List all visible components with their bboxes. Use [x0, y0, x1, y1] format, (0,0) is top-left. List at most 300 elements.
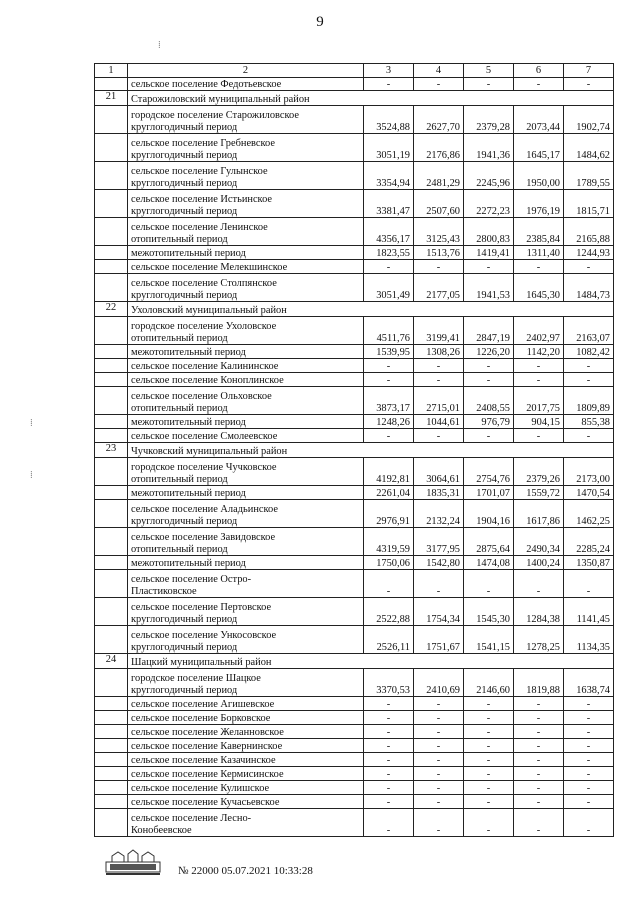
tariff-value-cell: 2800,83: [464, 218, 514, 246]
tariff-value-cell: -: [514, 739, 564, 753]
table-row: [95, 570, 614, 598]
row-index-cell: 21: [95, 91, 128, 106]
tariff-value-cell: 3524,88: [364, 106, 414, 134]
tariff-value-cell: -: [464, 429, 514, 443]
tariff-value-cell: -: [364, 753, 414, 767]
tariff-value-cell: -: [464, 767, 514, 781]
tariff-value-cell: -: [514, 767, 564, 781]
tariff-value-cell: 1545,30: [464, 598, 514, 626]
settlement-name-cell: сельское поселение Смолеевское: [128, 429, 364, 443]
table-row: [95, 260, 614, 274]
tariff-value-cell: -: [514, 781, 564, 795]
tariff-value-cell: 1751,67: [414, 626, 464, 654]
tariff-value-cell: -: [564, 767, 614, 781]
tariff-value-cell: 2402,97: [514, 317, 564, 345]
tariff-value-cell: -: [364, 781, 414, 795]
column-header: 2: [128, 64, 364, 78]
tariff-value-cell: 2285,24: [564, 528, 614, 556]
tariff-value-cell: -: [514, 359, 564, 373]
tariff-value-cell: -: [414, 739, 464, 753]
row-index-cell: [95, 134, 128, 162]
row-index-cell: [95, 781, 128, 795]
tariff-value-cell: 1350,87: [564, 556, 614, 570]
tariff-value-cell: 1645,17: [514, 134, 564, 162]
table-row: [95, 134, 614, 162]
tariff-value-cell: 4319,59: [364, 528, 414, 556]
settlement-name-cell: сельское поселение Пертовское круглогодичный период: [128, 598, 364, 626]
tariff-value-cell: -: [464, 739, 514, 753]
settlement-name-cell: городское поселение Чучковское отопительный период: [128, 458, 364, 486]
document-registration-code: № 22000 05.07.2021 10:33:28: [178, 865, 313, 877]
tariff-value-cell: -: [414, 781, 464, 795]
settlement-name-cell: межотопительный период: [128, 556, 364, 570]
table-row: [95, 190, 614, 218]
tariff-value-cell: 3051,49: [364, 274, 414, 302]
row-index-cell: [95, 500, 128, 528]
table-row: [95, 106, 614, 134]
column-header: 5: [464, 64, 514, 78]
scan-artifact: ⁞: [30, 418, 33, 429]
table-row: [95, 78, 614, 91]
tariff-value-cell: 1789,55: [564, 162, 614, 190]
tariff-value-cell: -: [564, 795, 614, 809]
column-header: 6: [514, 64, 564, 78]
table-row: [95, 486, 614, 500]
settlement-name-cell: межотопительный период: [128, 486, 364, 500]
tariff-value-cell: 4356,17: [364, 218, 414, 246]
settlement-name-cell: городское поселение Шацкое круглогодичный период: [128, 669, 364, 697]
settlement-name-cell: сельское поселение Калининское: [128, 359, 364, 373]
row-index-cell: [95, 190, 128, 218]
tariff-value-cell: 2385,84: [514, 218, 564, 246]
tariff-value-cell: 855,38: [564, 415, 614, 429]
tariff-value-cell: 1976,19: [514, 190, 564, 218]
tariff-value-cell: -: [564, 260, 614, 274]
tariff-value-cell: 3051,19: [364, 134, 414, 162]
tariff-value-cell: -: [464, 725, 514, 739]
tariff-value-cell: 1617,86: [514, 500, 564, 528]
table-row: [95, 373, 614, 387]
tariff-value-cell: 1082,42: [564, 345, 614, 359]
settlement-name-cell: сельское поселение Желанновское: [128, 725, 364, 739]
table-row: [95, 556, 614, 570]
tariff-value-cell: 2272,23: [464, 190, 514, 218]
settlement-name-cell: сельское поселение Агишевское: [128, 697, 364, 711]
tariff-value-cell: 1419,41: [464, 246, 514, 260]
tariff-value-cell: -: [514, 429, 564, 443]
settlement-name-cell: сельское поселение Коноплинское: [128, 373, 364, 387]
settlement-name-cell: Чучковский муниципальный район: [128, 443, 614, 458]
tariff-value-cell: -: [464, 260, 514, 274]
tariff-value-cell: 1809,89: [564, 387, 614, 415]
tariff-value-cell: -: [464, 795, 514, 809]
tariff-value-cell: 1559,72: [514, 486, 564, 500]
table-row: [95, 387, 614, 415]
settlement-name-cell: сельское поселение Кулишское: [128, 781, 364, 795]
tariff-value-cell: 1284,38: [514, 598, 564, 626]
row-index-cell: [95, 274, 128, 302]
tariff-value-cell: -: [364, 697, 414, 711]
tariff-value-cell: -: [564, 570, 614, 598]
tariff-value-cell: 1541,15: [464, 626, 514, 654]
tariff-value-cell: 2715,01: [414, 387, 464, 415]
column-header: 4: [414, 64, 464, 78]
tariff-value-cell: -: [514, 711, 564, 725]
tariff-value-cell: 2261,04: [364, 486, 414, 500]
tariff-value-cell: 1278,25: [514, 626, 564, 654]
tariff-value-cell: -: [514, 570, 564, 598]
tariff-value-cell: 2173,00: [564, 458, 614, 486]
settlement-name-cell: межотопительный период: [128, 345, 364, 359]
column-header: 3: [364, 64, 414, 78]
row-index-cell: [95, 359, 128, 373]
table-row: [95, 795, 614, 809]
row-index-cell: [95, 697, 128, 711]
tariff-value-cell: 1462,25: [564, 500, 614, 528]
scan-artifact: ⁞: [158, 40, 161, 51]
table-row: [95, 359, 614, 373]
settlement-name-cell: сельское поселение Ункосовское круглогодичный период: [128, 626, 364, 654]
table-row: [95, 429, 614, 443]
scan-artifact: ⁞: [30, 470, 33, 481]
table-body: [95, 64, 614, 837]
tariff-value-cell: 1134,35: [564, 626, 614, 654]
table-row: [95, 809, 614, 837]
tariff-value-cell: -: [564, 359, 614, 373]
table-row: [95, 697, 614, 711]
table-row: [95, 781, 614, 795]
tariff-value-cell: -: [564, 429, 614, 443]
tariff-value-cell: -: [364, 795, 414, 809]
row-index-cell: [95, 415, 128, 429]
tariff-value-cell: -: [464, 809, 514, 837]
tariff-value-cell: 1904,16: [464, 500, 514, 528]
tariff-value-cell: -: [564, 739, 614, 753]
tariff-value-cell: 1902,74: [564, 106, 614, 134]
settlement-name-cell: сельское поселение Истьинское круглогодичный период: [128, 190, 364, 218]
tariff-value-cell: -: [364, 429, 414, 443]
row-index-cell: [95, 486, 128, 500]
tariff-value-cell: 1819,88: [514, 669, 564, 697]
tariff-value-cell: 2146,60: [464, 669, 514, 697]
row-index-cell: [95, 711, 128, 725]
row-index-cell: [95, 626, 128, 654]
row-index-cell: [95, 345, 128, 359]
tariff-value-cell: -: [514, 725, 564, 739]
tariff-value-cell: 1474,08: [464, 556, 514, 570]
tariff-value-cell: -: [364, 359, 414, 373]
settlement-name-cell: городское поселение Ухоловское отопительный период: [128, 317, 364, 345]
table-row: [95, 317, 614, 345]
settlement-name-cell: сельское поселение Остро- Пластиковское: [128, 570, 364, 598]
settlement-name-cell: сельское поселение Гребневское круглогодичный период: [128, 134, 364, 162]
tariff-value-cell: 1141,45: [564, 598, 614, 626]
row-index-cell: [95, 458, 128, 486]
tariff-value-cell: 2165,88: [564, 218, 614, 246]
tariff-value-cell: -: [414, 373, 464, 387]
tariff-value-cell: 2507,60: [414, 190, 464, 218]
settlement-name-cell: сельское поселение Ленинское отопительный период: [128, 218, 364, 246]
tariff-value-cell: -: [464, 373, 514, 387]
row-index-cell: [95, 556, 128, 570]
row-index-cell: [95, 78, 128, 91]
tariff-value-cell: -: [364, 739, 414, 753]
tariff-value-cell: 2627,70: [414, 106, 464, 134]
row-index-cell: [95, 767, 128, 781]
table-row: [95, 711, 614, 725]
settlement-name-cell: сельское поселение Кавернинское: [128, 739, 364, 753]
tariff-value-cell: 1513,76: [414, 246, 464, 260]
row-index-cell: [95, 387, 128, 415]
settlement-name-cell: сельское поселение Аладьинское круглогодичный период: [128, 500, 364, 528]
tariff-value-cell: 1226,20: [464, 345, 514, 359]
tariff-value-cell: 2754,76: [464, 458, 514, 486]
tariff-value-cell: 3354,94: [364, 162, 414, 190]
document-footer: [104, 848, 604, 888]
row-index-cell: 23: [95, 443, 128, 458]
row-index-cell: [95, 570, 128, 598]
tariff-value-cell: -: [414, 570, 464, 598]
tariff-value-cell: 1248,26: [364, 415, 414, 429]
tariff-value-cell: -: [464, 753, 514, 767]
row-index-cell: [95, 739, 128, 753]
tariff-value-cell: 1470,54: [564, 486, 614, 500]
tariff-value-cell: -: [564, 781, 614, 795]
tariff-value-cell: -: [564, 725, 614, 739]
settlement-name-cell: сельское поселение Мелекшинское: [128, 260, 364, 274]
tariff-value-cell: 1308,26: [414, 345, 464, 359]
tariff-value-cell: 1823,55: [364, 246, 414, 260]
settlement-name-cell: межотопительный период: [128, 246, 364, 260]
tariff-value-cell: -: [464, 570, 514, 598]
settlement-name-cell: сельское поселение Кучасьевское: [128, 795, 364, 809]
row-index-cell: [95, 162, 128, 190]
settlement-name-cell: сельское поселение Лесно- Конобеевское: [128, 809, 364, 837]
tariff-value-cell: -: [364, 809, 414, 837]
tariff-value-cell: 1941,53: [464, 274, 514, 302]
tariff-value-cell: 904,15: [514, 415, 564, 429]
tariff-value-cell: 1941,36: [464, 134, 514, 162]
table-row: [95, 739, 614, 753]
registry-stamp-icon: [104, 848, 162, 876]
tariff-value-cell: 3199,41: [414, 317, 464, 345]
tariff-value-cell: -: [464, 697, 514, 711]
table-row: [95, 218, 614, 246]
table-row: [95, 767, 614, 781]
row-index-cell: [95, 528, 128, 556]
tariff-value-cell: -: [564, 753, 614, 767]
table-row: [95, 162, 614, 190]
table-row: [95, 415, 614, 429]
settlement-name-cell: Шацкий муниципальный район: [128, 654, 614, 669]
tariff-value-cell: -: [414, 359, 464, 373]
settlement-name-cell: Старожиловский муниципальный район: [128, 91, 614, 106]
tariff-value-cell: 2177,05: [414, 274, 464, 302]
tariff-value-cell: 3064,61: [414, 458, 464, 486]
tariff-value-cell: -: [364, 725, 414, 739]
tariff-value-cell: 1539,95: [364, 345, 414, 359]
row-index-cell: [95, 795, 128, 809]
district-row: [95, 654, 614, 669]
tariff-value-cell: 3381,47: [364, 190, 414, 218]
tariff-value-cell: -: [364, 78, 414, 91]
tariff-value-cell: -: [414, 809, 464, 837]
tariff-value-cell: -: [564, 809, 614, 837]
tariff-value-cell: -: [564, 373, 614, 387]
tariff-value-cell: 2875,64: [464, 528, 514, 556]
tariff-value-cell: 1754,34: [414, 598, 464, 626]
tariff-value-cell: 2847,19: [464, 317, 514, 345]
table-row: [95, 626, 614, 654]
tariff-value-cell: -: [414, 697, 464, 711]
tariff-value-cell: 2522,88: [364, 598, 414, 626]
district-row: [95, 91, 614, 106]
row-index-cell: [95, 260, 128, 274]
tariff-value-cell: -: [364, 570, 414, 598]
settlement-name-cell: городское поселение Старожиловское круглогодичный период: [128, 106, 364, 134]
tariff-value-cell: 1484,73: [564, 274, 614, 302]
row-index-cell: [95, 218, 128, 246]
tariff-value-cell: 2163,07: [564, 317, 614, 345]
tariff-value-cell: 2379,26: [514, 458, 564, 486]
tariff-value-cell: 1400,24: [514, 556, 564, 570]
tariff-value-cell: 2408,55: [464, 387, 514, 415]
tariff-value-cell: -: [514, 697, 564, 711]
tariff-value-cell: -: [414, 753, 464, 767]
tariff-value-cell: 3177,95: [414, 528, 464, 556]
tariff-value-cell: -: [364, 260, 414, 274]
tariff-value-cell: -: [414, 711, 464, 725]
tariff-value-cell: 1645,30: [514, 274, 564, 302]
table-header-row: [95, 64, 614, 78]
column-header: 1: [95, 64, 128, 78]
tariff-value-cell: -: [464, 78, 514, 91]
district-row: [95, 302, 614, 317]
district-row: [95, 443, 614, 458]
row-index-cell: 24: [95, 654, 128, 669]
page-number: 9: [316, 14, 324, 30]
row-index-cell: [95, 106, 128, 134]
settlement-name-cell: межотопительный период: [128, 415, 364, 429]
row-index-cell: [95, 753, 128, 767]
table-row: [95, 345, 614, 359]
tariff-value-cell: 1142,20: [514, 345, 564, 359]
tariff-value-cell: 2379,28: [464, 106, 514, 134]
tariff-value-cell: 1950,00: [514, 162, 564, 190]
row-index-cell: [95, 373, 128, 387]
tariff-value-cell: 2176,86: [414, 134, 464, 162]
tariff-value-cell: 2490,34: [514, 528, 564, 556]
tariff-value-cell: -: [414, 260, 464, 274]
tariff-value-cell: 2481,29: [414, 162, 464, 190]
tariff-value-cell: 2017,75: [514, 387, 564, 415]
tariff-value-cell: 3370,53: [364, 669, 414, 697]
tariff-value-cell: 1638,74: [564, 669, 614, 697]
row-index-cell: [95, 669, 128, 697]
tariff-value-cell: -: [564, 711, 614, 725]
tariff-value-cell: -: [414, 429, 464, 443]
settlement-name-cell: сельское поселение Казачинское: [128, 753, 364, 767]
tariff-value-cell: 3125,43: [414, 218, 464, 246]
tariff-value-cell: 1542,80: [414, 556, 464, 570]
tariff-value-cell: 2245,96: [464, 162, 514, 190]
table-row: [95, 725, 614, 739]
settlement-name-cell: сельское поселение Борковское: [128, 711, 364, 725]
row-index-cell: [95, 809, 128, 837]
tariff-value-cell: 2073,44: [514, 106, 564, 134]
tariff-value-cell: 2526,11: [364, 626, 414, 654]
tariff-value-cell: 1244,93: [564, 246, 614, 260]
tariff-value-cell: 2976,91: [364, 500, 414, 528]
row-index-cell: [95, 317, 128, 345]
tariff-value-cell: 2132,24: [414, 500, 464, 528]
tariff-value-cell: 1701,07: [464, 486, 514, 500]
table-row: [95, 458, 614, 486]
tariff-value-cell: -: [414, 795, 464, 809]
row-index-cell: [95, 429, 128, 443]
settlement-name-cell: сельское поселение Гулынское круглогодичный период: [128, 162, 364, 190]
tariff-table: [94, 63, 614, 837]
row-index-cell: [95, 725, 128, 739]
tariff-value-cell: -: [364, 711, 414, 725]
column-header: 7: [564, 64, 614, 78]
row-index-cell: 22: [95, 302, 128, 317]
tariff-value-cell: 2410,69: [414, 669, 464, 697]
tariff-value-cell: -: [414, 767, 464, 781]
tariff-value-cell: 1311,40: [514, 246, 564, 260]
tariff-value-cell: 4511,76: [364, 317, 414, 345]
tariff-value-cell: -: [414, 725, 464, 739]
table-row: [95, 246, 614, 260]
tariff-value-cell: 1484,62: [564, 134, 614, 162]
tariff-value-cell: -: [514, 809, 564, 837]
tariff-value-cell: -: [514, 260, 564, 274]
table-row: [95, 528, 614, 556]
tariff-value-cell: 4192,81: [364, 458, 414, 486]
tariff-value-cell: 1750,06: [364, 556, 414, 570]
row-index-cell: [95, 246, 128, 260]
settlement-name-cell: сельское поселение Ольховское отопительный период: [128, 387, 364, 415]
tariff-value-cell: -: [464, 359, 514, 373]
tariff-value-cell: -: [564, 78, 614, 91]
tariff-value-cell: -: [514, 753, 564, 767]
table-row: [95, 274, 614, 302]
tariff-value-cell: 976,79: [464, 415, 514, 429]
tariff-value-cell: -: [464, 711, 514, 725]
table-row: [95, 500, 614, 528]
tariff-value-cell: 1815,71: [564, 190, 614, 218]
tariff-value-cell: 3873,17: [364, 387, 414, 415]
settlement-name-cell: Ухоловский муниципальный район: [128, 302, 614, 317]
tariff-value-cell: -: [364, 373, 414, 387]
table-row: [95, 669, 614, 697]
settlement-name-cell: сельское поселение Столпянское круглогодичный период: [128, 274, 364, 302]
table-row: [95, 598, 614, 626]
tariff-value-cell: 1044,61: [414, 415, 464, 429]
tariff-value-cell: 1835,31: [414, 486, 464, 500]
tariff-value-cell: -: [514, 78, 564, 91]
tariff-value-cell: -: [364, 767, 414, 781]
tariff-value-cell: -: [514, 795, 564, 809]
tariff-value-cell: -: [514, 373, 564, 387]
tariff-value-cell: -: [564, 697, 614, 711]
settlement-name-cell: сельское поселение Завидовское отопительный период: [128, 528, 364, 556]
row-index-cell: [95, 598, 128, 626]
settlement-name-cell: сельское поселение Кермисинское: [128, 767, 364, 781]
tariff-value-cell: -: [464, 781, 514, 795]
settlement-name-cell: сельское поселение Федотьевское: [128, 78, 364, 91]
tariff-value-cell: -: [414, 78, 464, 91]
